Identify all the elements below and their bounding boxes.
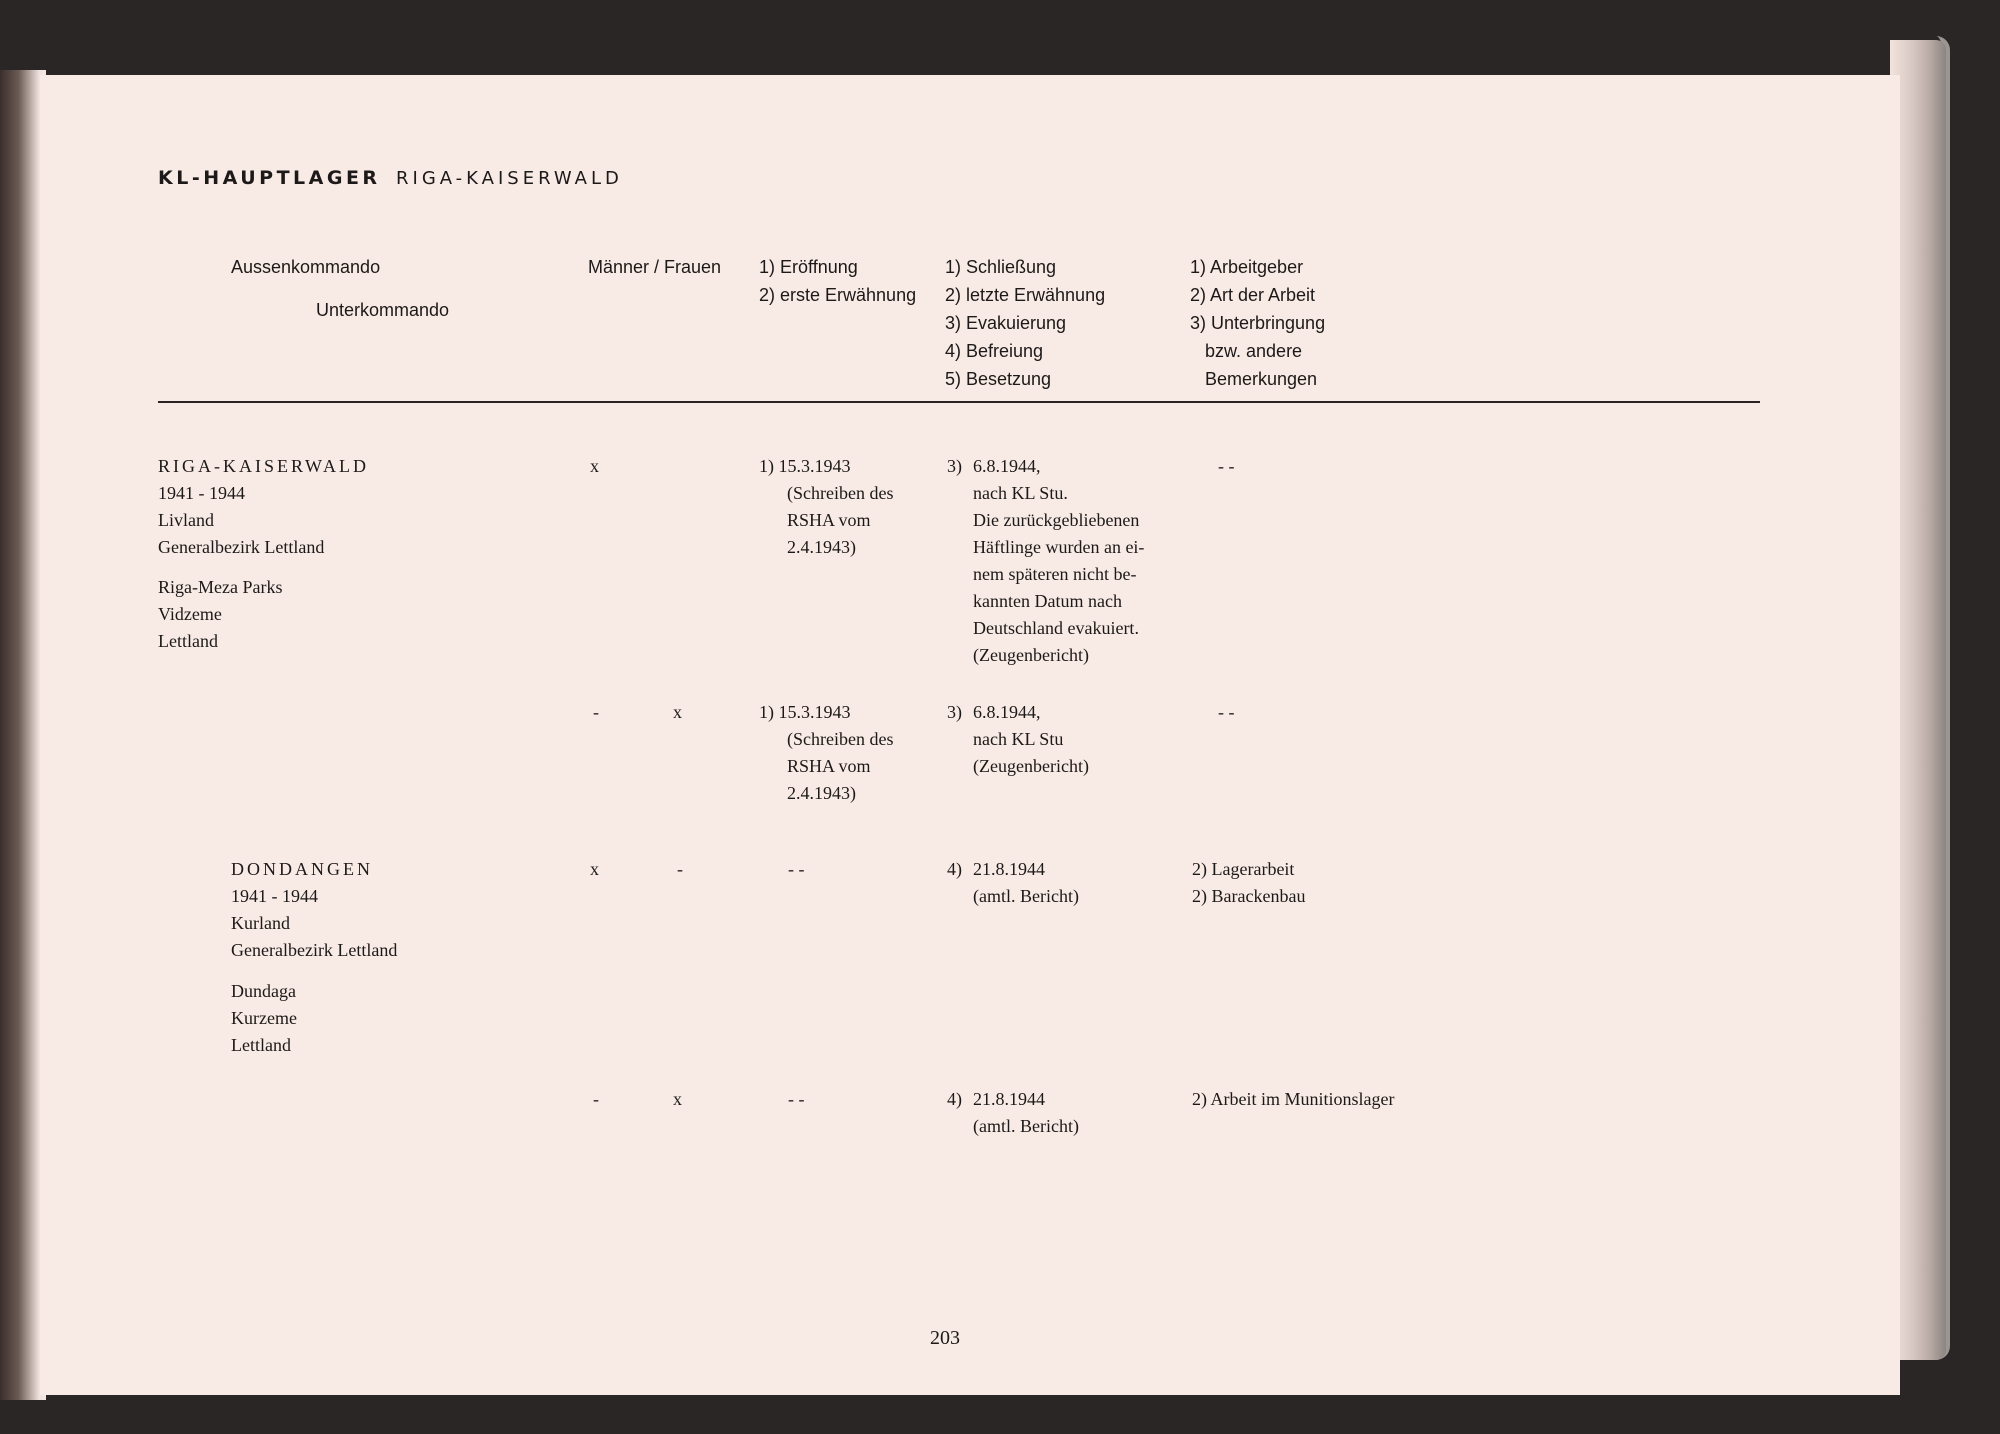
col-arbeitgeber-line: 1) Arbeitgeber xyxy=(1190,257,1304,277)
camp-place: Kurzeme xyxy=(231,1008,297,1028)
men-mark: x xyxy=(590,456,599,476)
opening-line: (Schreiben des xyxy=(787,729,894,749)
col-schliessung-line: 1) Schließung xyxy=(945,257,1057,277)
show-through-text xyxy=(1240,170,1246,192)
closing-line: nach KL Stu xyxy=(973,729,1064,749)
closing-line: (amtl. Bericht) xyxy=(973,886,1079,906)
opening-line: 2.4.1943) xyxy=(787,783,856,803)
remarks-line: 2) Lagerarbeit xyxy=(1192,859,1295,879)
opening-line: - - xyxy=(788,1089,805,1109)
col-maenner-frauen: Männer / Frauen xyxy=(588,257,722,277)
men-mark: - xyxy=(593,702,599,722)
col-unterkommando: Unterkommando xyxy=(316,300,450,320)
remarks-line: - - xyxy=(1218,702,1235,722)
men-mark: - xyxy=(593,1089,599,1109)
women-mark: - xyxy=(677,859,683,879)
closing-line: Häftlinge wurden an ei- xyxy=(973,537,1145,557)
closing-number: 4) xyxy=(947,859,962,879)
women-mark: x xyxy=(673,702,682,722)
closing-line: 21.8.1944 xyxy=(973,1089,1045,1109)
closing-line: (Zeugenbericht) xyxy=(973,756,1089,776)
header-camp-name: RIGA-KAISERWALD xyxy=(396,168,623,189)
col-schliessung-line: 5) Besetzung xyxy=(945,369,1052,389)
col-arbeitgeber-line: 2) Art der Arbeit xyxy=(1190,285,1316,305)
col-eroeffnung-line: 2) erste Erwähnung xyxy=(759,285,917,305)
camp-place: Lettland xyxy=(231,1035,291,1055)
col-arbeitgeber-line: Bemerkungen xyxy=(1190,369,1318,389)
closing-line: Deutschland evakuiert. xyxy=(973,618,1139,638)
opening-line: 1) 15.3.1943 xyxy=(759,702,851,722)
closing-line: Die zurückgebliebenen xyxy=(973,510,1140,530)
col-aussenkommando: Aussenkommando xyxy=(231,257,381,277)
book-page xyxy=(40,75,1900,1395)
camp-place: Riga-Meza Parks xyxy=(158,577,283,597)
camp-place: Dundaga xyxy=(231,981,296,1001)
closing-line: (amtl. Bericht) xyxy=(973,1116,1079,1136)
closing-number: 3) xyxy=(947,456,962,476)
col-schliessung-line: 4) Befreiung xyxy=(945,341,1044,361)
closing-line: (Zeugenbericht) xyxy=(973,645,1089,665)
header-divider xyxy=(158,401,1760,403)
closing-line: kannten Datum nach xyxy=(973,591,1122,611)
remarks-line: - - xyxy=(1218,456,1235,476)
col-arbeitgeber-line: 3) Unterbringung xyxy=(1190,313,1326,333)
remarks-line: 2) Barackenbau xyxy=(1192,886,1306,906)
col-schliessung-line: 2) letzte Erwähnung xyxy=(945,285,1106,305)
men-mark: x xyxy=(590,859,599,879)
women-mark: x xyxy=(673,1089,682,1109)
closing-line: nem späteren nicht be- xyxy=(973,564,1137,584)
closing-line: 21.8.1944 xyxy=(973,859,1045,879)
camp-place: Lettland xyxy=(158,631,218,651)
camp-detail: Generalbezirk Lettland xyxy=(231,940,398,960)
opening-line: - - xyxy=(788,859,805,879)
closing-line: nach KL Stu. xyxy=(973,483,1068,503)
camp-detail: 1941 - 1944 xyxy=(231,886,318,906)
col-schliessung-line: 3) Evakuierung xyxy=(945,313,1067,333)
col-arbeitgeber-line: bzw. andere xyxy=(1190,341,1303,361)
remarks-line: 2) Arbeit im Munitionslager xyxy=(1192,1089,1395,1109)
camp-name: RIGA-KAISERWALD xyxy=(158,456,369,476)
camp-detail: 1941 - 1944 xyxy=(158,483,245,503)
opening-line: RSHA vom xyxy=(787,510,871,530)
closing-line: 6.8.1944, xyxy=(973,456,1041,476)
camp-place: Vidzeme xyxy=(158,604,222,624)
camp-name: DONDANGEN xyxy=(231,859,373,879)
opening-line: 2.4.1943) xyxy=(787,537,856,557)
camp-detail: Livland xyxy=(158,510,214,530)
opening-line: 1) 15.3.1943 xyxy=(759,456,851,476)
page-number: 203 xyxy=(930,1327,960,1349)
camp-detail: Kurland xyxy=(231,913,290,933)
closing-number: 3) xyxy=(947,702,962,722)
opening-line: (Schreiben des xyxy=(787,483,894,503)
camp-detail: Generalbezirk Lettland xyxy=(158,537,325,557)
opening-line: RSHA vom xyxy=(787,756,871,776)
col-eroeffnung-line: 1) Eröffnung xyxy=(759,257,858,277)
closing-line: 6.8.1944, xyxy=(973,702,1041,722)
closing-number: 4) xyxy=(947,1089,962,1109)
header-camp-type: KL-HAUPTLAGER xyxy=(158,167,381,189)
